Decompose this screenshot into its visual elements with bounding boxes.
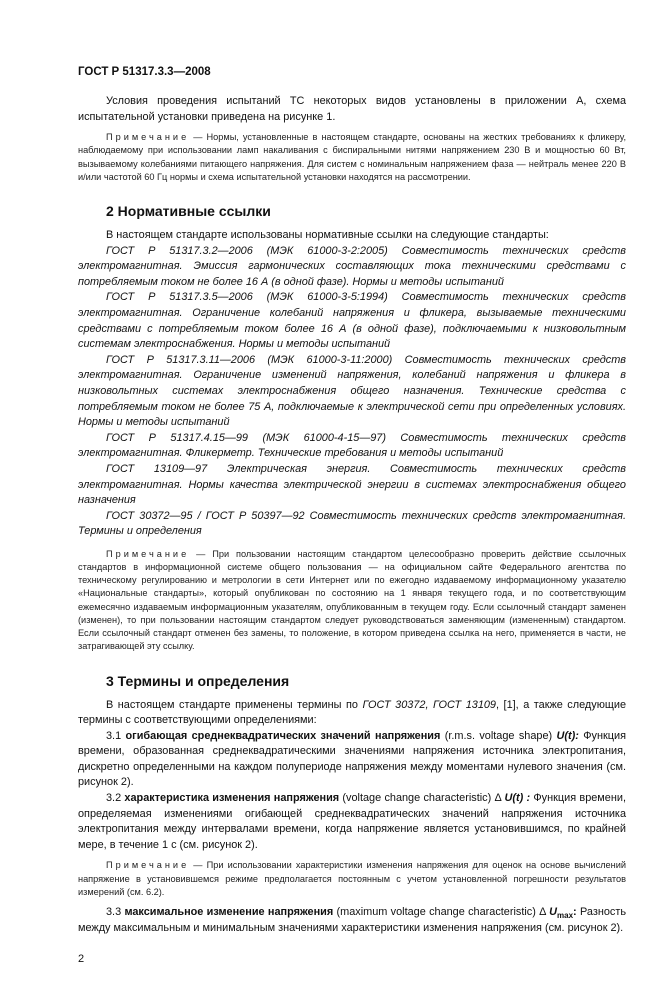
term-number: 3.3 [106,906,125,919]
term-colon: : [573,906,577,919]
section-3 [78,672,626,937]
intro-block [78,94,626,184]
term-definition: Функция времени, определяемая изменениями огибающей среднеквадратических значений напряжения источника электропитания между интервалами времени, когда напряжение является установившимся, по крайней мере, в течение 1 с (см. рисунок 2). [78,792,626,851]
note-text: — При пользовании настоящим стандартом целесообразно проверить действие ссылочных стандартов в информационной системе общего пользования — на официальном сайте Федерального агентства по техническому регулированию и метрологии в сети Интернет или по ежегодно издаваемому информационному указателю «Национальные стандарты», который опубликован по состоянию на 1 января текущего года, и по соответствующим ежемесячно издаваемым информационным указателям, опубликованным в текущем году. Если ссылочный стандарт заменен (изменен), то при пользовании настоящим стандартом следует руководствоваться заменяющим (измененным) стандартом. Если ссылочный стандарт отменен без замены, то положение, в котором приведена ссылка на него, применяется в части, не затрагивающей эту ссылку. [78,548,626,652]
note-text: — Нормы, установленные в настоящем стандарте, основаны на жестких требованиях к фликеру, наблюдаемому при использовании ламп накаливания с биспиральными нитями напряжением 230 В и мощностью 60 Вт, вызываемому колебаниями питающего напряжения. Для систем с номинальным напряжением фаза — нейтраль менее 220 В и/или частотой 60 Гц нормы и схема испытательной установки находятся на рассмотрении. [78,132,626,182]
section-3-intro [78,698,626,729]
term-name: характеристика изменения напряжения [124,792,340,805]
term-symbol: U(t): [556,729,579,742]
section-2 [78,202,626,654]
text: В настоящем стандарте применены термины по [106,698,363,711]
section-2-intro: В настоящем стандарте использованы нормативные ссылки на следующие стандарты: [106,229,549,241]
note-label: Примечание [106,860,190,871]
term-definition: Разность между максимальным и минимальным значениями характеристики изменения напряжения (см. рисунок 2). [78,906,626,934]
term-english: (voltage change characteristic) Δ [339,792,505,805]
text: , [1], а также следующие термины с соответствующими определениями: [78,698,626,727]
term-symbol: U(t) : [504,792,531,805]
note-3 [78,859,626,899]
section-2-title: 2 Нормативные ссылки [106,203,271,219]
reference-item: ГОСТ Р 51317.3.5—2006 (МЭК 61000-3-5:1994) Совместимость технических средств электромагнитная. Ограничение колебаний напряжения и фликера, вызываемые техническими средствами с потребляемым током более 16 А (в одной фазе), подключаемыми к низковольтным системам электроснабжения. Нормы и методы испытаний [78,291,626,351]
note-1 [78,131,626,184]
reference-item: ГОСТ Р 51317.3.2—2006 (МЭК 61000-3-2:2005) Совместимость технических средств электромагнитная. Эмиссия гармонических составляющих тока техническими средствами с потребляемым током не более 16 А (в одной фазе). Нормы и методы испытаний [78,244,626,288]
term-name: огибающая среднеквадратических значений напряжения [125,729,441,742]
term-name: максимальное изменение напряжения [124,906,334,919]
term-3-2 [78,791,626,853]
reference-item: ГОСТ 30372—95 / ГОСТ Р 50397—92 Совместимость технических средств электромагнитная. Термины и определения [78,509,626,538]
section-3-title: 3 Термины и определения [106,672,290,689]
document-page [78,0,626,996]
term-english: (r.m.s. voltage shape) [440,729,557,742]
note-label: Примечание [106,548,190,559]
reference-item: ГОСТ Р 51317.4.15—99 (МЭК 61000-4-15—97) Совместимость технических средств электромагнитная. Фликерметр. Технические требования и методы испытаний [78,431,626,460]
document-header: ГОСТ Р 51317.3.3—2008 [78,66,211,78]
reference-item: ГОСТ 13109—97 Электрическая энергия. Совместимость технических средств электромагнитная. Нормы качества электрической энергии в системах электроснабжения общего назначения [78,462,626,507]
page-number: 2 [78,953,85,966]
intro-paragraph: Условия проведения испытаний ТС некоторых видов установлены в приложении А, схема испытательной установки приведена на рисунке 1. [78,95,626,123]
term-3-3 [78,905,626,936]
reference-item: ГОСТ Р 51317.3.11—2006 (МЭК 61000-3-11:2000) Совместимость технических средств электромагнитная. Ограничение изменений напряжения, колебаний напряжения и фликера в низковольтных системах электроснабжения общего назначения. Технические средства с потребляемым током не более 75 А, подключаемые к электрической сети при определенных условиях. Нормы и методы испытаний [78,353,626,429]
term-3-1 [78,729,626,791]
note-label: Примечание [106,132,190,143]
term-definition: Функция времени, образованная среднеквадратическими значениями напряжения источника электропитания, дискретно определенными на каждом полупериоде напряжения между моментами нулевого значения (см. рисунок 2). [78,729,626,789]
term-subscript: max [557,911,574,921]
note-text: — При использовании характеристики изменения напряжения для оценок на основе вычислений напряжение в установившемся режиме предполагается постоянным с учетом установленной погрешности результатов измерений (см. 6.2). [78,860,626,897]
term-english: (maximum voltage change characteristic) Δ [333,906,550,919]
term-number: 3.2 [106,792,125,805]
term-number: 3.1 [106,729,126,742]
note-2 [78,548,626,654]
intro-refs: ГОСТ 30372, ГОСТ 13109 [362,698,496,711]
term-symbol: U [549,906,558,919]
